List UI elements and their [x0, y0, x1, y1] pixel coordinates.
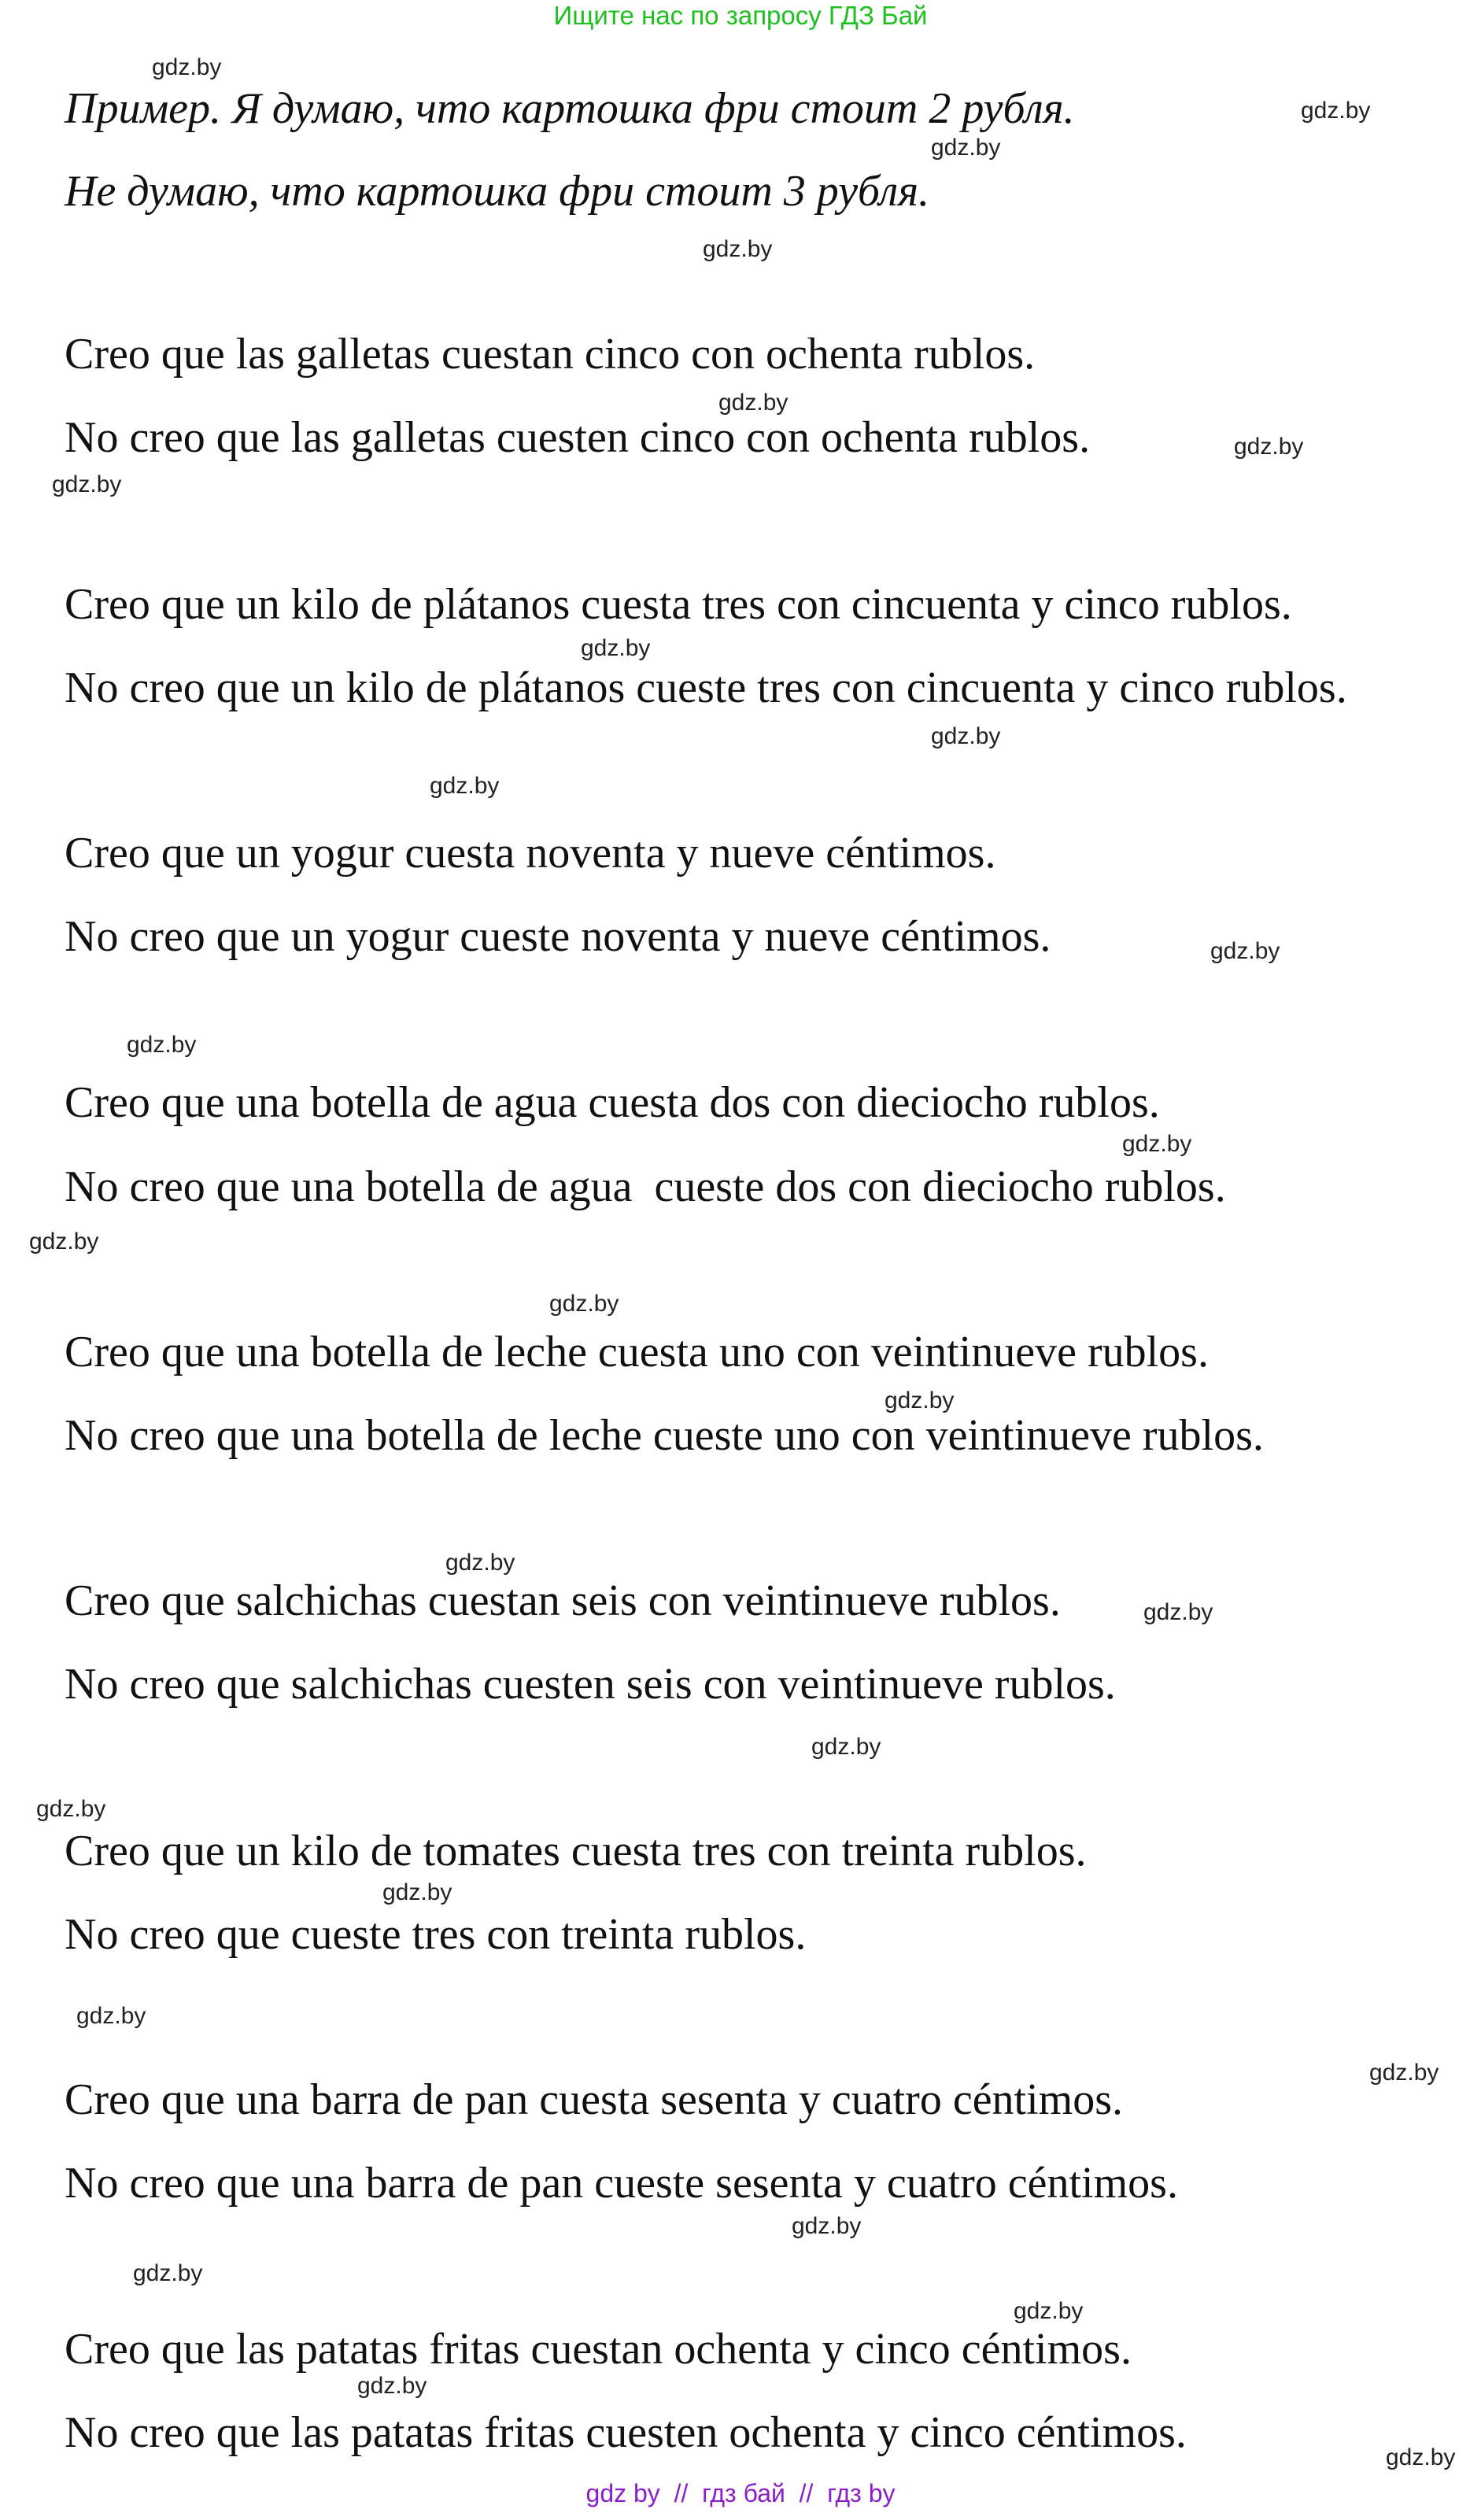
watermark: gdz.by [36, 1796, 106, 1822]
sentence-negative: No creo que una botella de agua cueste dos con dieciocho rublos. [65, 1162, 1226, 1211]
watermark: gdz.by [703, 236, 773, 262]
sentence-negative: No creo que cueste tres con treinta rublos. [65, 1910, 807, 1959]
watermark: gdz.by [29, 1229, 99, 1254]
watermark: gdz.by [52, 471, 122, 497]
sentence-affirmative: Creo que salchichas cuestan seis con veintinueve rublos. [65, 1576, 1061, 1625]
watermark: gdz.by [581, 635, 651, 661]
sentence-negative: No creo que una barra de pan cueste sesenta y cuatro céntimos. [65, 2159, 1178, 2208]
sentence-negative: No creo que salchichas cuesten seis con veintinueve rublos. [65, 1660, 1116, 1709]
sentence-affirmative: Creo que las galletas cuestan cinco con ochenta rublos. [65, 330, 1036, 379]
watermark: gdz.by [1014, 2298, 1084, 2324]
watermark: gdz.by [133, 2260, 203, 2286]
watermark: gdz.by [76, 2003, 146, 2029]
sentence-negative: No creo que un kilo de plátanos cueste tres con cincuenta y cinco rublos. [65, 663, 1347, 712]
watermark: gdz.by [718, 390, 789, 416]
watermark: gdz.by [1301, 98, 1371, 124]
watermark: gdz.by [811, 1734, 881, 1760]
watermark: gdz.by [430, 773, 500, 799]
watermark: gdz.by [357, 2373, 427, 2399]
site-footer: gdz by // гдз бай // гдз by [585, 2479, 896, 2507]
watermark: gdz.by [885, 1387, 955, 1413]
watermark: gdz.by [1234, 434, 1304, 460]
watermark: gdz.by [792, 2213, 862, 2239]
watermark: gdz.by [549, 1291, 619, 1317]
sentence-affirmative: Creo que una barra de pan cuesta sesenta y cuatro céntimos. [65, 2075, 1124, 2124]
sentence-affirmative: Creo que un kilo de plátanos cuesta tres con cincuenta y cinco rublos. [65, 580, 1292, 629]
sentence-affirmative: Creo que un kilo de tomates cuesta tres con treinta rublos. [65, 1827, 1087, 1875]
watermark: gdz.by [1210, 938, 1280, 964]
watermark: gdz.by [1369, 2060, 1439, 2086]
sentence-affirmative: Creo que las patatas fritas cuestan ochenta y cinco céntimos. [65, 2325, 1132, 2374]
watermark: gdz.by [1122, 1131, 1192, 1157]
watermark: gdz.by [127, 1032, 197, 1058]
watermark: gdz.by [931, 723, 1001, 749]
watermark: gdz.by [382, 1879, 452, 1905]
example-line-1: Пример. Я думаю, что картошка фри стоит 2 рубля. [65, 84, 1075, 133]
watermark: gdz.by [1143, 1599, 1213, 1625]
watermark: gdz.by [931, 135, 1001, 161]
site-banner: Ищите нас по запросу ГДЗ Бай [553, 1, 928, 30]
sentence-negative: No creo que las patatas fritas cuesten ochenta y cinco céntimos. [65, 2408, 1187, 2457]
sentence-affirmative: Creo que una botella de agua cuesta dos con dieciocho rublos. [65, 1078, 1160, 1127]
sentence-negative: No creo que un yogur cueste noventa y nueve céntimos. [65, 912, 1051, 961]
sentence-negative: No creo que las galletas cuesten cinco con ochenta rublos. [65, 413, 1091, 462]
watermark: gdz.by [445, 1550, 515, 1576]
sentence-negative: No creo que una botella de leche cueste uno con veintinueve rublos. [65, 1411, 1264, 1460]
watermark: gdz.by [152, 54, 222, 80]
sentence-affirmative: Creo que un yogur cuesta noventa y nueve céntimos. [65, 829, 996, 878]
sentence-affirmative: Creo que una botella de leche cuesta uno con veintinueve rublos. [65, 1328, 1209, 1376]
example-line-2: Не думаю, что картошка фри стоит 3 рубля. [65, 167, 930, 216]
watermark: gdz.by [1386, 2444, 1456, 2470]
